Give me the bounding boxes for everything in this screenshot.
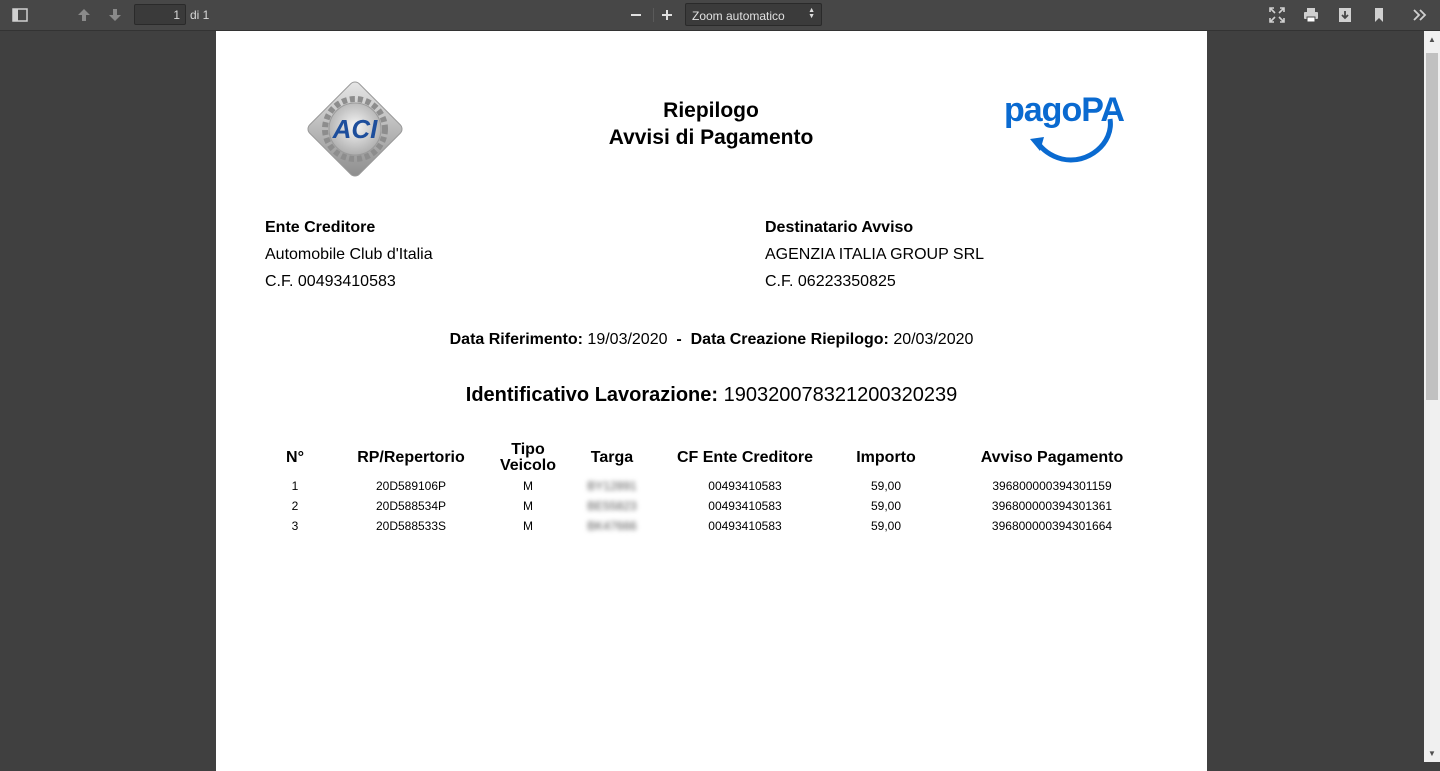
ref-date-value: 19/03/2020	[587, 331, 668, 348]
zoom-select[interactable]	[685, 3, 822, 26]
cell-rp: 20D588533S	[375, 519, 447, 533]
cell-vehicle-type: M	[523, 519, 533, 533]
col-header-vehicle-type-text: Tipo Veicolo	[499, 441, 557, 474]
cell-notice: 396800000394301159	[992, 479, 1112, 493]
creditor-cf: C.F. 00493410583	[265, 273, 396, 290]
cell-plate-redacted: BK47666	[587, 519, 637, 533]
cell-cf: 00493410583	[708, 499, 782, 513]
cell-number: 3	[291, 519, 299, 533]
table-header-row	[266, 440, 1156, 476]
scroll-up-arrow-icon[interactable]: ▲	[1428, 35, 1436, 44]
cell-vehicle-type: M	[523, 479, 533, 493]
col-header-vehicle-type	[498, 440, 558, 476]
cell-plate-redacted: BY12891	[587, 479, 637, 493]
pdf-toolbar	[0, 0, 1440, 31]
aci-logo	[300, 74, 410, 184]
pagopa-logo	[1002, 87, 1127, 167]
toolbar-separator	[653, 8, 654, 22]
processing-id-line	[216, 384, 1207, 407]
cell-number: 1	[291, 479, 299, 493]
sidebar-toggle-icon[interactable]	[9, 4, 31, 26]
notices-table	[266, 440, 1156, 536]
table-row	[266, 516, 1156, 536]
cell-plate-redacted: BE55823	[587, 499, 637, 513]
cell-rp: 20D589106P	[375, 479, 447, 493]
scroll-down-arrow-icon[interactable]: ▼	[1428, 749, 1436, 758]
presentation-mode-icon[interactable]	[1266, 4, 1288, 26]
document-title	[596, 97, 826, 151]
creditor-block	[265, 214, 433, 295]
col-header-plate: Targa	[590, 449, 634, 466]
cell-vehicle-type: M	[523, 499, 533, 513]
next-page-icon[interactable]	[104, 4, 126, 26]
cell-notice: 396800000394301664	[991, 519, 1113, 533]
processing-id-label: Identificativo Lavorazione:	[465, 384, 719, 406]
zoom-out-icon[interactable]	[625, 4, 647, 26]
reference-dates-line	[216, 331, 1207, 349]
recipient-name: AGENZIA ITALIA GROUP SRL	[765, 246, 985, 263]
processing-id-value: 19032007832120032023​9	[723, 384, 958, 406]
recipient-cf: C.F. 06223350825	[765, 273, 896, 290]
creditor-heading: Ente Creditore	[265, 219, 376, 236]
cell-cf: 00493410583	[708, 519, 782, 533]
scrollbar-thumb[interactable]	[1426, 53, 1438, 400]
created-date-value: 20/03/2020	[893, 331, 974, 348]
col-header-amount: Importo	[856, 449, 916, 466]
cell-amount: 59,00	[870, 499, 902, 513]
cell-amount: 59,00	[870, 519, 902, 533]
download-icon[interactable]	[1334, 4, 1356, 26]
previous-page-icon[interactable]	[73, 4, 95, 26]
tools-menu-icon[interactable]	[1409, 4, 1431, 26]
cell-number: 2	[291, 499, 299, 513]
creditor-name: Automobile Club d'Italia	[265, 246, 433, 263]
print-icon[interactable]	[1300, 4, 1322, 26]
pdf-page	[216, 31, 1207, 771]
col-header-notice: Avviso Pagamento	[980, 449, 1124, 466]
table-row	[266, 476, 1156, 496]
col-header-number: N°	[286, 449, 304, 466]
page-count-label: di 1	[190, 8, 210, 22]
pagopa-logo-text: pagoPA	[1004, 91, 1124, 129]
cell-cf: 00493410583	[708, 479, 782, 493]
title-line-1: Riepilogo	[663, 99, 759, 122]
recipient-block	[765, 214, 984, 295]
col-header-rp: RP/Repertorio	[357, 449, 465, 466]
cell-notice: 396800000394301361	[991, 499, 1113, 513]
page-number-input[interactable]: 1	[134, 4, 186, 25]
cell-rp: 20D588534P	[375, 499, 447, 513]
cell-amount: 59,00	[870, 479, 902, 493]
ref-date-label: Data Riferimento:	[449, 331, 583, 348]
bookmark-icon[interactable]	[1368, 4, 1390, 26]
recipient-heading: Destinatario Avviso	[765, 219, 914, 236]
col-header-cf: CF Ente Creditore	[676, 449, 813, 466]
aci-logo-text: ACI	[332, 114, 378, 144]
zoom-select-value: Zoom automatico	[692, 9, 785, 23]
zoom-in-icon[interactable]	[656, 4, 678, 26]
table-row	[266, 496, 1156, 516]
ref-date-separator: -	[676, 331, 682, 348]
title-line-2: Avvisi di Pagamento	[608, 126, 814, 149]
select-arrows-icon: ▲ ▼	[808, 7, 815, 20]
created-date-label: Data Creazione Riepilogo:	[690, 331, 889, 348]
